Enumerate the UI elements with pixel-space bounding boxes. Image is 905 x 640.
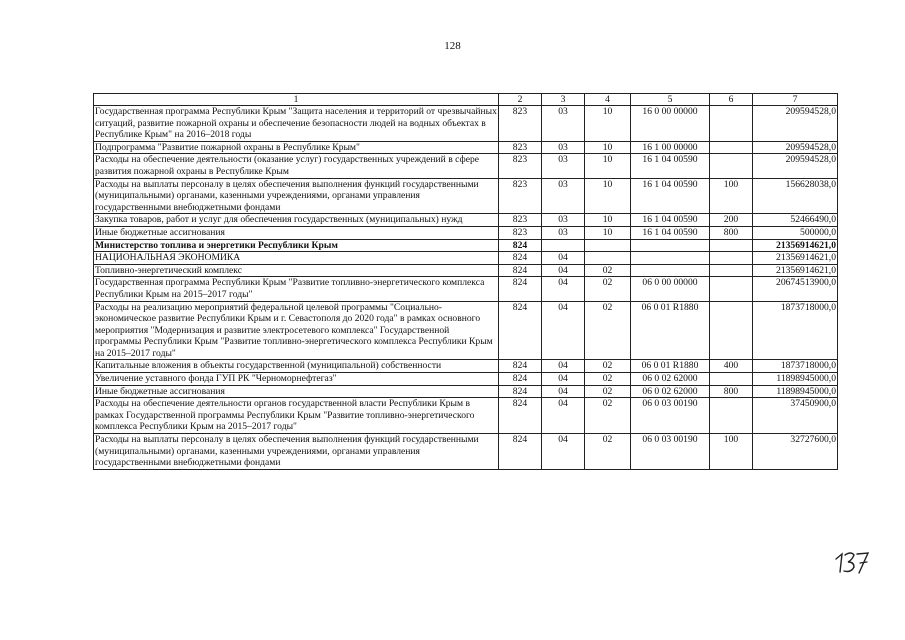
cell-ministry-code: 824 xyxy=(499,385,542,398)
cell-amount: 209594528,0 xyxy=(753,154,838,178)
cell-section: 04 xyxy=(542,434,585,470)
cell-amount: 500000,0 xyxy=(753,226,838,239)
table-row xyxy=(94,385,838,398)
header-col-3: 3 xyxy=(542,94,585,106)
cell-amount: 209594528,0 xyxy=(753,106,838,142)
table-header-row xyxy=(94,94,838,106)
cell-ministry-code: 824 xyxy=(499,373,542,386)
cell-expense-type: 100 xyxy=(710,178,753,214)
cell-target-article: 16 1 04 00590 xyxy=(631,226,710,239)
cell-expense-type xyxy=(710,154,753,178)
cell-section xyxy=(542,239,585,252)
header-col-6: 6 xyxy=(710,94,753,106)
cell-name: Иные бюджетные ассигнования xyxy=(94,385,499,398)
cell-ministry-code: 824 xyxy=(499,277,542,301)
cell-amount: 1873718000,0 xyxy=(753,301,838,360)
cell-ministry-code: 823 xyxy=(499,154,542,178)
cell-amount: 156628038,0 xyxy=(753,178,838,214)
cell-name: Увеличение уставного фонда ГУП РК "Черноморнефтегаз" xyxy=(94,373,499,386)
table-row xyxy=(94,226,838,239)
cell-section: 03 xyxy=(542,154,585,178)
cell-name: Расходы на реализацию мероприятий федеральной целевой программы "Социально-экономическое развитие Республики Крым и г. Севастополя до 2020 года" в рамках основного мероприятия "Модернизация и развитие электросетевого комплекса" Государственной программы Республики Крым "Развитие топливно-энергетического комплекса Республики Крым на 2015–2017 годы" xyxy=(94,301,499,360)
cell-section: 03 xyxy=(542,178,585,214)
table-row xyxy=(94,373,838,386)
table-row xyxy=(94,264,838,277)
cell-section: 04 xyxy=(542,398,585,434)
cell-subsection: 10 xyxy=(585,154,631,178)
cell-target-article: 16 1 00 00000 xyxy=(631,141,710,154)
cell-expense-type xyxy=(710,301,753,360)
cell-section: 03 xyxy=(542,141,585,154)
cell-subsection: 02 xyxy=(585,360,631,373)
cell-expense-type xyxy=(710,239,753,252)
cell-expense-type xyxy=(710,277,753,301)
cell-section: 03 xyxy=(542,214,585,227)
cell-expense-type: 800 xyxy=(710,226,753,239)
cell-section: 04 xyxy=(542,252,585,265)
cell-section: 03 xyxy=(542,226,585,239)
cell-ministry-code: 823 xyxy=(499,214,542,227)
cell-subsection: 02 xyxy=(585,398,631,434)
table-row xyxy=(94,434,838,470)
cell-name: Министерство топлива и энергетики Республики Крым xyxy=(94,239,499,252)
cell-amount: 21356914621,0 xyxy=(753,264,838,277)
table-row xyxy=(94,106,838,142)
table-row xyxy=(94,141,838,154)
cell-subsection: 02 xyxy=(585,434,631,470)
cell-section: 04 xyxy=(542,360,585,373)
cell-target-article: 06 0 03 00190 xyxy=(631,434,710,470)
cell-subsection: 10 xyxy=(585,106,631,142)
table-body xyxy=(94,106,838,470)
cell-subsection xyxy=(585,252,631,265)
cell-name: Расходы на выплаты персоналу в целях обеспечения выполнения функций государственными (муниципальными) органами, казенными учреждениями, органами управления государственными внебюджетными фондами xyxy=(94,434,499,470)
cell-expense-type xyxy=(710,252,753,265)
header-col-5: 5 xyxy=(631,94,710,106)
cell-ministry-code: 824 xyxy=(499,252,542,265)
cell-expense-type xyxy=(710,264,753,277)
cell-ministry-code: 823 xyxy=(499,226,542,239)
cell-ministry-code: 824 xyxy=(499,264,542,277)
table-row xyxy=(94,277,838,301)
budget-table xyxy=(93,93,838,470)
cell-subsection: 02 xyxy=(585,301,631,360)
cell-expense-type xyxy=(710,106,753,142)
cell-name: Расходы на выплаты персоналу в целях обеспечения выполнения функций государственными (муниципальными) органами, казенными учреждениями, органами управления государственными внебюджетными фондами xyxy=(94,178,499,214)
table-row xyxy=(94,154,838,178)
cell-name: Подпрограмма "Развитие пожарной охраны в Республике Крым" xyxy=(94,141,499,154)
cell-subsection: 02 xyxy=(585,277,631,301)
table-row xyxy=(94,398,838,434)
cell-target-article: 16 1 04 00590 xyxy=(631,178,710,214)
cell-ministry-code: 824 xyxy=(499,398,542,434)
cell-subsection: 10 xyxy=(585,226,631,239)
cell-ministry-code: 824 xyxy=(499,360,542,373)
cell-name: Капитальные вложения в объекты государственной (муниципальной) собственности xyxy=(94,360,499,373)
cell-subsection: 10 xyxy=(585,141,631,154)
cell-target-article xyxy=(631,252,710,265)
cell-expense-type xyxy=(710,398,753,434)
cell-section: 04 xyxy=(542,301,585,360)
cell-expense-type: 200 xyxy=(710,214,753,227)
table-row xyxy=(94,178,838,214)
cell-name: Расходы на обеспечение деятельности (оказание услуг) государственных учреждений в сфере развития пожарной охраны в Республике Крым xyxy=(94,154,499,178)
cell-amount: 32727600,0 xyxy=(753,434,838,470)
cell-name: Закупка товаров, работ и услуг для обеспечения государственных (муниципальных) нужд xyxy=(94,214,499,227)
header-col-1: 1 xyxy=(94,94,499,106)
cell-name: Иные бюджетные ассигнования xyxy=(94,226,499,239)
header-col-7: 7 xyxy=(753,94,838,106)
table-row xyxy=(94,239,838,252)
cell-target-article: 16 0 00 00000 xyxy=(631,106,710,142)
table-row xyxy=(94,214,838,227)
cell-target-article: 06 0 01 R1880 xyxy=(631,360,710,373)
cell-expense-type: 100 xyxy=(710,434,753,470)
cell-ministry-code: 824 xyxy=(499,301,542,360)
cell-name: Государственная программа Республики Крым "Развитие топливно-энергетического комплекса Республики Крым на 2015–2017 годы" xyxy=(94,277,499,301)
cell-target-article xyxy=(631,239,710,252)
cell-name: Государственная программа Республики Крым "Защита населения и территорий от чрезвычайных ситуаций, развитие пожарной охраны и обеспечение безопасности людей на водных объектах в Республике Крым" на 2016–2018 годы xyxy=(95,106,497,141)
header-col-4: 4 xyxy=(585,94,631,106)
table-row xyxy=(94,252,838,265)
cell-name: Расходы на обеспечение деятельности органов государственной власти Республики Крым в рамках Государственной программы Республики Крым "Развитие топливно-энергетического комплекса Республики Крым на 2015–2017 годы" xyxy=(94,398,499,434)
cell-subsection: 10 xyxy=(585,178,631,214)
cell-target-article: 16 1 04 00590 xyxy=(631,214,710,227)
cell-expense-type xyxy=(710,141,753,154)
cell-amount: 11898945000,0 xyxy=(753,373,838,386)
cell-target-article: 16 1 04 00590 xyxy=(631,154,710,178)
cell-ministry-code: 824 xyxy=(499,434,542,470)
cell-target-article: 06 0 03 00190 xyxy=(631,398,710,434)
cell-amount: 1873718000,0 xyxy=(753,360,838,373)
cell-ministry-code: 823 xyxy=(499,106,542,142)
cell-target-article: 06 0 02 62000 xyxy=(631,373,710,386)
cell-subsection: 02 xyxy=(585,373,631,386)
cell-amount: 37450900,0 xyxy=(753,398,838,434)
cell-amount: 20674513900,0 xyxy=(753,277,838,301)
cell-amount: 21356914621,0 xyxy=(753,252,838,265)
cell-ministry-code: 824 xyxy=(499,239,542,252)
handwritten-page-mark xyxy=(833,545,873,575)
cell-target-article: 06 0 01 R1880 xyxy=(631,301,710,360)
cell-expense-type: 400 xyxy=(710,360,753,373)
cell-target-article: 06 0 00 00000 xyxy=(631,277,710,301)
cell-expense-type: 800 xyxy=(710,385,753,398)
cell-section: 04 xyxy=(542,385,585,398)
cell-amount: 11898945000,0 xyxy=(753,385,838,398)
cell-ministry-code: 823 xyxy=(499,178,542,214)
cell-amount: 52466490,0 xyxy=(753,214,838,227)
cell-subsection: 10 xyxy=(585,214,631,227)
cell-section: 03 xyxy=(542,106,585,142)
cell-section: 04 xyxy=(542,277,585,301)
cell-target-article: 06 0 02 62000 xyxy=(631,385,710,398)
page-number: 128 xyxy=(444,40,461,52)
cell-name: Топливно-энергетический комплекс xyxy=(94,264,499,277)
cell-expense-type xyxy=(710,373,753,386)
cell-name: НАЦИОНАЛЬНАЯ ЭКОНОМИКА xyxy=(94,252,499,265)
table-row xyxy=(94,301,838,360)
cell-subsection: 02 xyxy=(585,264,631,277)
cell-target-article xyxy=(631,264,710,277)
cell-section: 04 xyxy=(542,373,585,386)
cell-subsection: 02 xyxy=(585,385,631,398)
cell-subsection xyxy=(585,239,631,252)
cell-section: 04 xyxy=(542,264,585,277)
header-col-2: 2 xyxy=(499,94,542,106)
table-row xyxy=(94,360,838,373)
cell-amount: 209594528,0 xyxy=(753,141,838,154)
cell-amount: 21356914621,0 xyxy=(753,239,838,252)
cell-ministry-code: 823 xyxy=(499,141,542,154)
